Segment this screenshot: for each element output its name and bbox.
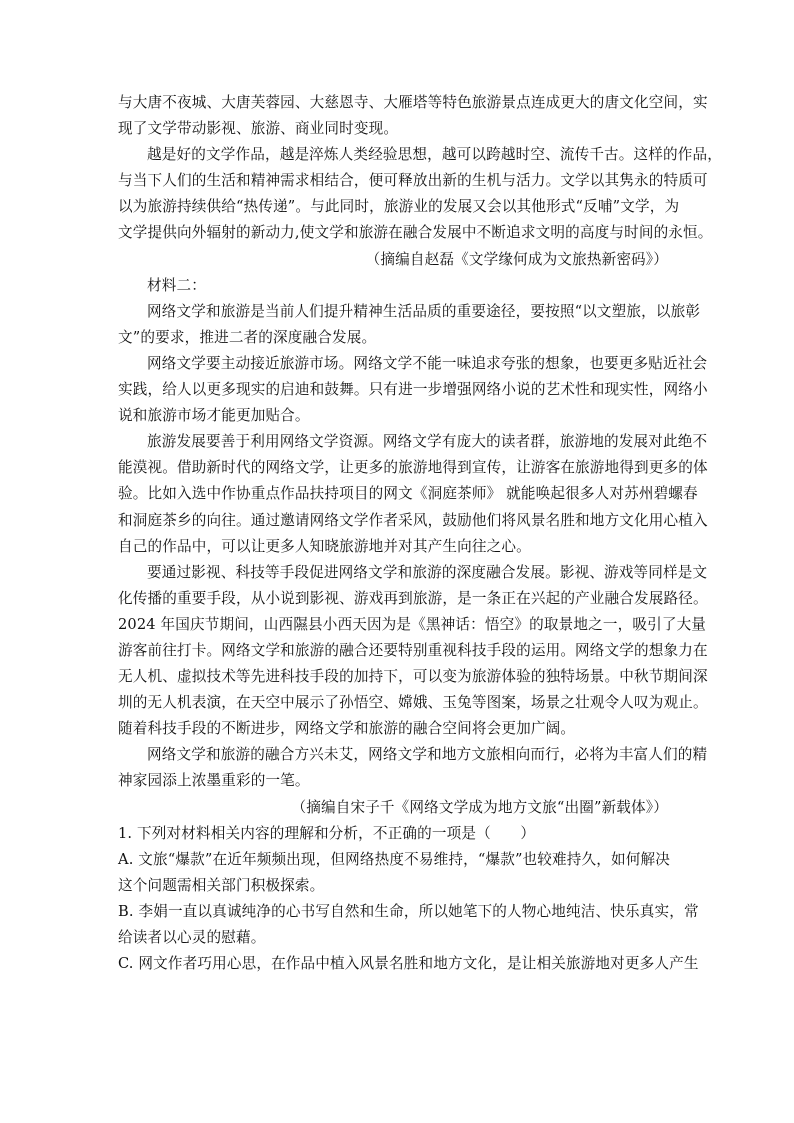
document-body — [118, 90, 723, 977]
text-line: 游客前往打卡。网络文学和旅游的融合还要特别重视科技手段的运用。网络文学的想象力在 — [118, 641, 708, 659]
text-line: 文”的要求，推进二者的深度融合发展。 — [118, 328, 377, 346]
text-line: 与大唐不夜城、大唐芙蓉园、大慈恩寺、大雁塔等特色旅游景点连成更大的唐文化空间，实 — [118, 94, 708, 111]
text-line: 文学提供向外辐射的新动力,使文学和旅游在融合发展中不断追求文明的高度与时间的永恒。 — [118, 224, 713, 242]
text-line: 和洞庭茶乡的向往。通过邀请网络文学作者采风，鼓励他们将风景名胜和地方文化用心植入 — [118, 511, 708, 529]
text-line: 验。比如入选中作协重点作品扶持项目的网文《洞庭茶师》 就能唤起很多人对苏州碧螺春 — [118, 485, 698, 503]
text-line: 网络文学和旅游是当前人们提升精神生活品质的重要途径，要按照“以文塑旅，以旅彰 — [147, 302, 701, 320]
source-citation: （摘编自赵磊《文学缘何成为文旅热新密码》） — [365, 250, 668, 268]
text-line: 以为旅游持续供给“热传递”。与此同时，旅游业的发展又会以其他形式“反哺”文学，为 — [118, 198, 680, 216]
text-line: 自己的作品中，可以让更多人知晓旅游地并对其产生向往之心。 — [118, 537, 531, 555]
text-line: 旅游发展要善于利用网络文学资源。网络文学有庞大的读者群，旅游地的发展对此绝不 — [147, 433, 708, 451]
text-line: 越是好的文学作品，越是淬炼人类经验思想，越可以跨越时空、流传千古。这样的作品， — [147, 146, 723, 164]
text-line: 这个问题需相关部门积极探索。 — [118, 876, 325, 894]
text-line: 要通过影视、科技等手段促进网络文学和旅游的深度融合发展。影视、游戏等同样是文 — [147, 563, 708, 581]
text-line: 给读者以心灵的慰藉。 — [118, 929, 266, 946]
text-line: 网络文学要主动接近旅游市场。网络文学不能一味追求夸张的想象，也要更多贴近社会 — [147, 354, 708, 372]
text-line: 神家园添上浓墨重彩的一笔。 — [118, 772, 310, 790]
text-line: 能漠视。借助新时代的网络文学，让更多的旅游地得到宣传，让游客在旅游地得到更多的体 — [118, 459, 708, 477]
text-line: 化传播的重要手段，从小说到影视、游戏再到旅游，是一条正在兴起的产业融合发展路径。 — [118, 589, 708, 607]
text-line: C. 网文作者巧用心思，在作品中植入风景名胜和地方文化，是让相关旅游地对更多人产生 — [118, 955, 699, 973]
text-line: 与当下人们的生活和精神需求相结合，便可释放出新的生机与活力。文学以其隽永的特质可 — [118, 172, 708, 190]
text-line: 1. 下列对材料相关内容的理解和分析，不正确的一项是（ ） — [118, 824, 536, 842]
text-line: B. 李娟一直以真诚纯净的心书写自然和生命，所以她笔下的人物心地纯洁、快乐真实，常 — [118, 902, 699, 920]
text-line: 2024 年国庆节期间，山西隰县小西天因为是《黑神话：悟空》的取景地之一，吸引了大量 — [118, 615, 707, 633]
text-line: 无人机、虚拟技术等先进科技手段的加持下，可以变为旅游体验的独特场景。中秋节期间深 — [118, 668, 708, 686]
text-line: 圳的无人机表演，在天空中展示了孙悟空、嫦娥、玉兔等图案，场景之壮观令人叹为观止。 — [118, 694, 708, 712]
source-citation: （摘编自宋子千《网络文学成为地方文旅“出圈”新载体》） — [291, 798, 668, 816]
text-line: 现了文学带动影视、旅游、商业同时变现。 — [118, 120, 399, 138]
text-line: A. 文旅“爆款”在近年频频出现，但网络热度不易维持，“爆款”也较难持久，如何解决 — [118, 850, 671, 868]
text-line: 网络文学和旅游的融合方兴未艾，网络文学和地方文旅相向而行，必将为丰富人们的精 — [147, 746, 708, 764]
text-line: 随着科技手段的不断进步，网络文学和旅游的融合空间将会更加广阔。 — [118, 720, 576, 738]
text-line: 实践，给人以更多现实的启迪和鼓舞。只有进一步增强网络小说的艺术性和现实性，网络小 — [118, 381, 708, 399]
text-line: 说和旅游市场才能更加贴合。 — [118, 407, 310, 425]
section-label: 材料二： — [147, 276, 206, 294]
